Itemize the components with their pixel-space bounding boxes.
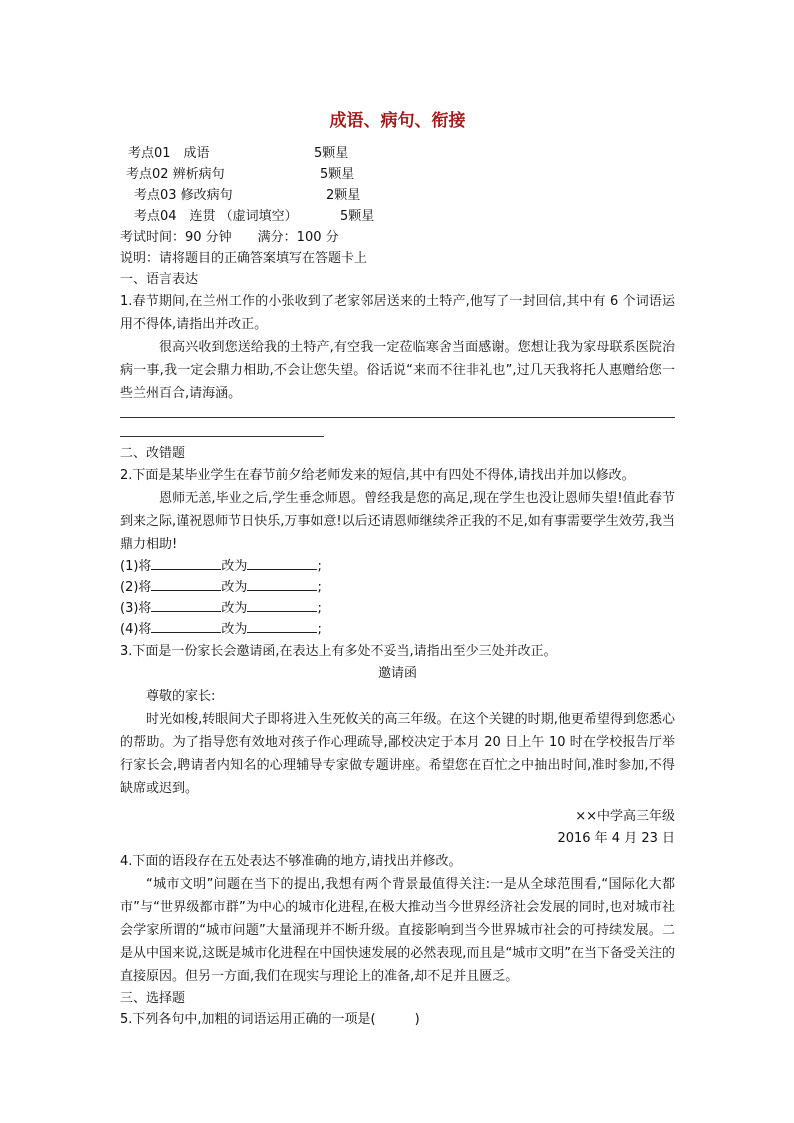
blank-end: ; (317, 622, 322, 637)
blank-prefix: (3)将 (120, 601, 152, 616)
question-4-stem: 4.下面的语段存在五处表达不够准确的地方,请找出并修改。 (120, 854, 462, 869)
point-label: 考点03 修改病句 (134, 188, 233, 203)
blank-field[interactable] (151, 577, 221, 591)
section-heading-1: 一、语言表达 (120, 272, 199, 287)
page-title: 成语、病句、衔接 (329, 111, 466, 131)
letter-date: 2016 年 4 月 23 日 (557, 831, 675, 846)
question-2-stem: 2.下面是某毕业学生在春节前夕给老师发来的短信,其中有四处不得体,请找出并加以修改。 (120, 468, 635, 483)
instruction: 说明：请将题目的正确答案填写在答题卡上 (120, 251, 368, 266)
blank-middle: 改为 (221, 601, 248, 616)
answer-line-short (120, 418, 324, 437)
fill-blank-row-4 (120, 619, 675, 640)
exam-info: 考试时间：90 分钟 满分：100 分 (120, 230, 339, 245)
blank-end: ; (317, 580, 322, 595)
blank-end: ; (317, 601, 322, 616)
fill-blank-row-2 (120, 577, 675, 598)
point-row-2 (120, 164, 675, 185)
question-1-stem: 1.春节期间,在兰州工作的小张收到了老家邻居送来的土特产,他写了一封回信,其中有 6 个词语运用不得体,请指出并改正。 (120, 294, 675, 332)
point-row-4 (120, 206, 675, 227)
document-page (120, 100, 675, 1030)
blank-field[interactable] (151, 598, 221, 612)
blank-middle: 改为 (221, 559, 248, 574)
letter-salutation: 尊敬的家长: (146, 689, 216, 704)
point-row-1 (120, 143, 675, 164)
blank-field[interactable] (151, 556, 221, 570)
blank-field[interactable] (247, 619, 317, 633)
section-heading-2: 二、改错题 (120, 446, 186, 461)
question-2-passage: 恩师无恙,毕业之后,学生垂念师恩。曾经我是您的高足,现在学生也没让恩师失望!值此春节到来之际,谨祝恩师节日快乐,万事如意!以后还请恩师继续斧正我的不足,如有事需要学生效劳,我当鼎力相助! (120, 491, 675, 552)
point-stars: 5颗星 (314, 146, 349, 161)
letter-title: 邀请函 (377, 666, 417, 681)
question-3-stem: 3.下面是一份家长会邀请函,在表达上有多处不妥当,请指出至少三处并改正。 (120, 644, 557, 659)
question-4-passage: “城市文明”问题在当下的提出,我想有两个背景最值得关注:一是从全球范围看,“国际化大都市”与“世界级都市群”为中心的城市化进程,在极大推动当今世界经济社会发展的同时,也对城市社会学家所谓的“城市问题”大量涌现并不断升级。直接影响到当今世界城市社会的可持续发展。二是从中国来说,这既是城市化进程在中国快速发展的必然表现,而且是“城市文明”在当下备受关注的直接原因。但另一方面,我们在现实与理论上的准备,却不足并且匮乏。 (120, 877, 675, 984)
blank-end: ; (317, 559, 322, 574)
blank-middle: 改为 (221, 580, 248, 595)
blank-middle: 改为 (221, 622, 248, 637)
point-stars: 5颗星 (320, 167, 355, 182)
point-label: 考点04 连贯 （虚词填空） (134, 209, 298, 224)
blank-field[interactable] (247, 598, 317, 612)
fill-blank-row-1 (120, 556, 675, 577)
blank-field[interactable] (247, 577, 317, 591)
point-label: 考点01 成语 (128, 146, 210, 161)
blank-prefix: (2)将 (120, 580, 152, 595)
letter-signature: ××中学高三年级 (575, 809, 675, 824)
point-stars: 2颗星 (326, 188, 361, 203)
point-stars: 5颗星 (340, 209, 375, 224)
fill-blank-row-3 (120, 598, 675, 619)
section-heading-3: 三、选择题 (120, 991, 186, 1006)
answer-line (120, 405, 675, 418)
letter-body: 时光如梭,转眼间犬子即将进入生死攸关的高三年级。在这个关键的时期,他更希望得到您悉心的帮助。为了指导您有效地对孩子作心理疏导,鄙校决定于本月 20 日上午 10 时在学校报告厅举行家长会,聘请者内知名的心理辅导专家做专题讲座。希望您在百忙之中抽出时间,准时参加,不得缺席或迟到。 (120, 712, 675, 796)
question-1-passage: 很高兴收到您送给我的土特产,有空我一定莅临寒舍当面感谢。您想让我为家母联系医院治病一事,我一定会鼎力相助,不会让您失望。俗话说“来而不往非礼也”,过几天我将托人惠赠给您一些兰州百合,请海涵。 (120, 340, 675, 401)
blank-prefix: (1)将 (120, 559, 152, 574)
point-row-3 (120, 185, 675, 206)
point-label: 考点02 辨析病句 (126, 167, 225, 182)
blank-prefix: (4)将 (120, 622, 152, 637)
question-5-stem: 5.下列各句中,加粗的词语运用正确的一项是( ) (120, 1012, 420, 1027)
blank-field[interactable] (247, 556, 317, 570)
blank-field[interactable] (151, 619, 221, 633)
